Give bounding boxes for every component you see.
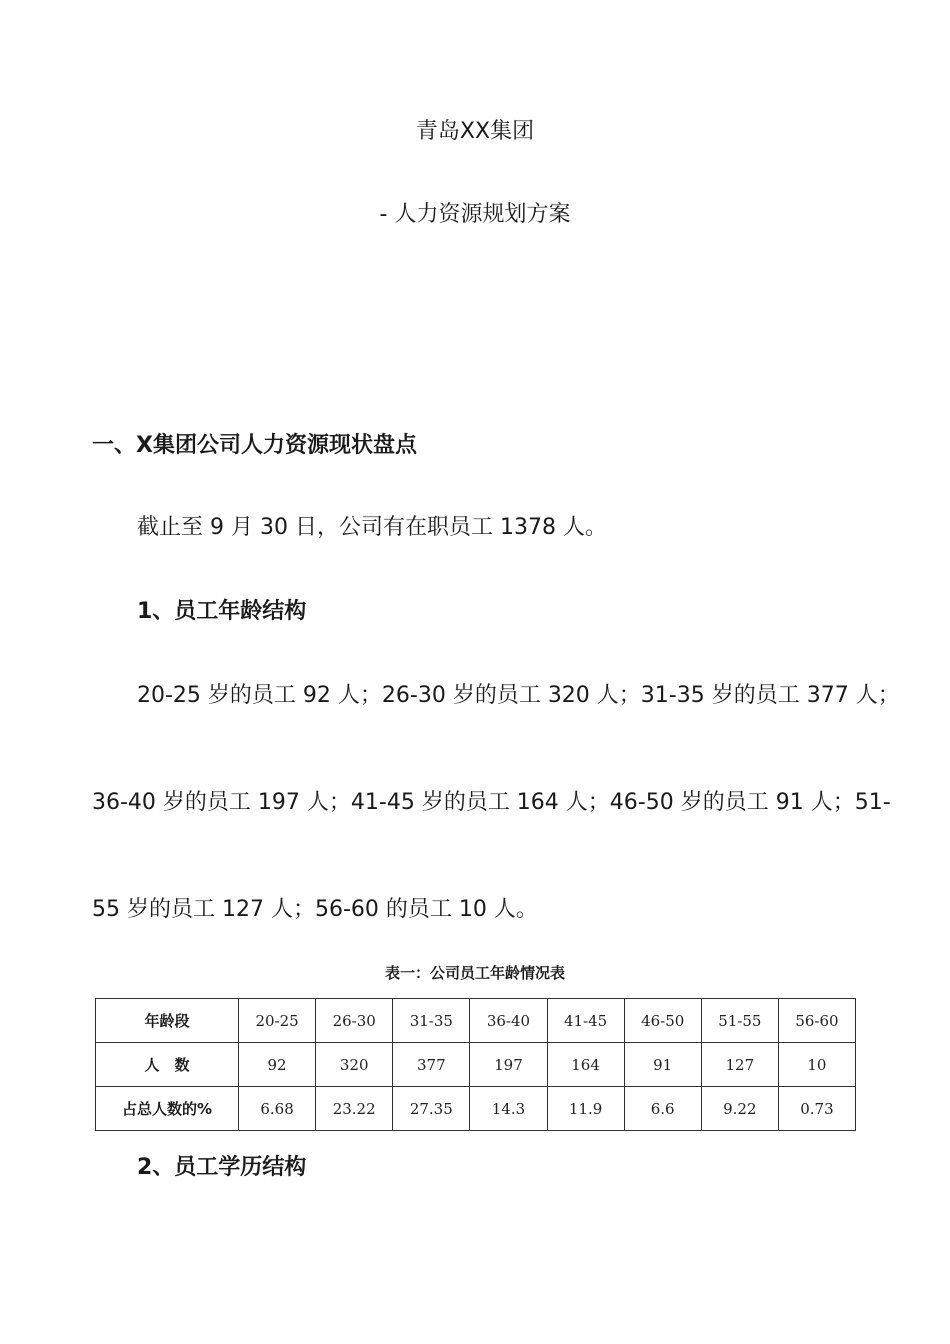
age-range-cell: 46-50: [624, 999, 701, 1043]
percent-cell: 6.6: [624, 1087, 701, 1131]
percent-cell: 9.22: [701, 1087, 778, 1131]
count-cell: 164: [547, 1043, 624, 1087]
percent-cell: 14.3: [470, 1087, 547, 1131]
age-range-cell: 20-25: [239, 999, 316, 1043]
count-cell: 377: [393, 1043, 470, 1087]
section-heading: 一、X集团公司人力资源现状盘点: [92, 433, 417, 458]
intro-paragraph: 截止至 9 月 30 日，公司有在职员工 1378 人。: [137, 515, 607, 540]
count-cell: 91: [624, 1043, 701, 1087]
row-header-count: 人 数: [96, 1043, 239, 1087]
percent-cell: 11.9: [547, 1087, 624, 1131]
percent-cell: 23.22: [316, 1087, 393, 1131]
age-range-cell: 41-45: [547, 999, 624, 1043]
document-title: 青岛XX集团: [415, 119, 535, 144]
age-paragraph-line: 55 岁的员工 127 人；56-60 的员工 10 人。: [92, 897, 538, 922]
percent-cell: 0.73: [778, 1087, 855, 1131]
table-row-count: [96, 1043, 856, 1087]
subsection-heading-education: 2、员工学历结构: [137, 1155, 307, 1180]
subsection-heading-age: 1、员工年龄结构: [137, 599, 307, 624]
percent-cell: 27.35: [393, 1087, 470, 1131]
age-range-cell: 26-30: [316, 999, 393, 1043]
percent-cell: 6.68: [239, 1087, 316, 1131]
age-paragraph-line: 20-25 岁的员工 92 人；26-30 岁的员工 320 人；31-35 岁的员工 377 人；: [137, 683, 900, 708]
count-cell: 197: [470, 1043, 547, 1087]
document-subtitle: - 人力资源规划方案: [379, 202, 571, 227]
table-row-age-range: [96, 999, 856, 1043]
count-cell: 320: [316, 1043, 393, 1087]
row-header-age-range: 年龄段: [96, 999, 239, 1043]
count-cell: 10: [778, 1043, 855, 1087]
age-range-cell: 56-60: [778, 999, 855, 1043]
age-range-cell: 51-55: [701, 999, 778, 1043]
table-row-percent: [96, 1087, 856, 1131]
age-range-cell: 36-40: [470, 999, 547, 1043]
count-cell: 92: [239, 1043, 316, 1087]
count-cell: 127: [701, 1043, 778, 1087]
row-header-percent: 占总人数的%: [96, 1087, 239, 1131]
table-caption: 表一：公司员工年龄情况表: [384, 964, 565, 982]
age-paragraph-line: 36-40 岁的员工 197 人；41-45 岁的员工 164 人；46-50 岁的员工 91 人；51-: [92, 790, 891, 815]
age-range-cell: 31-35: [393, 999, 470, 1043]
age-structure-table: [95, 998, 856, 1131]
